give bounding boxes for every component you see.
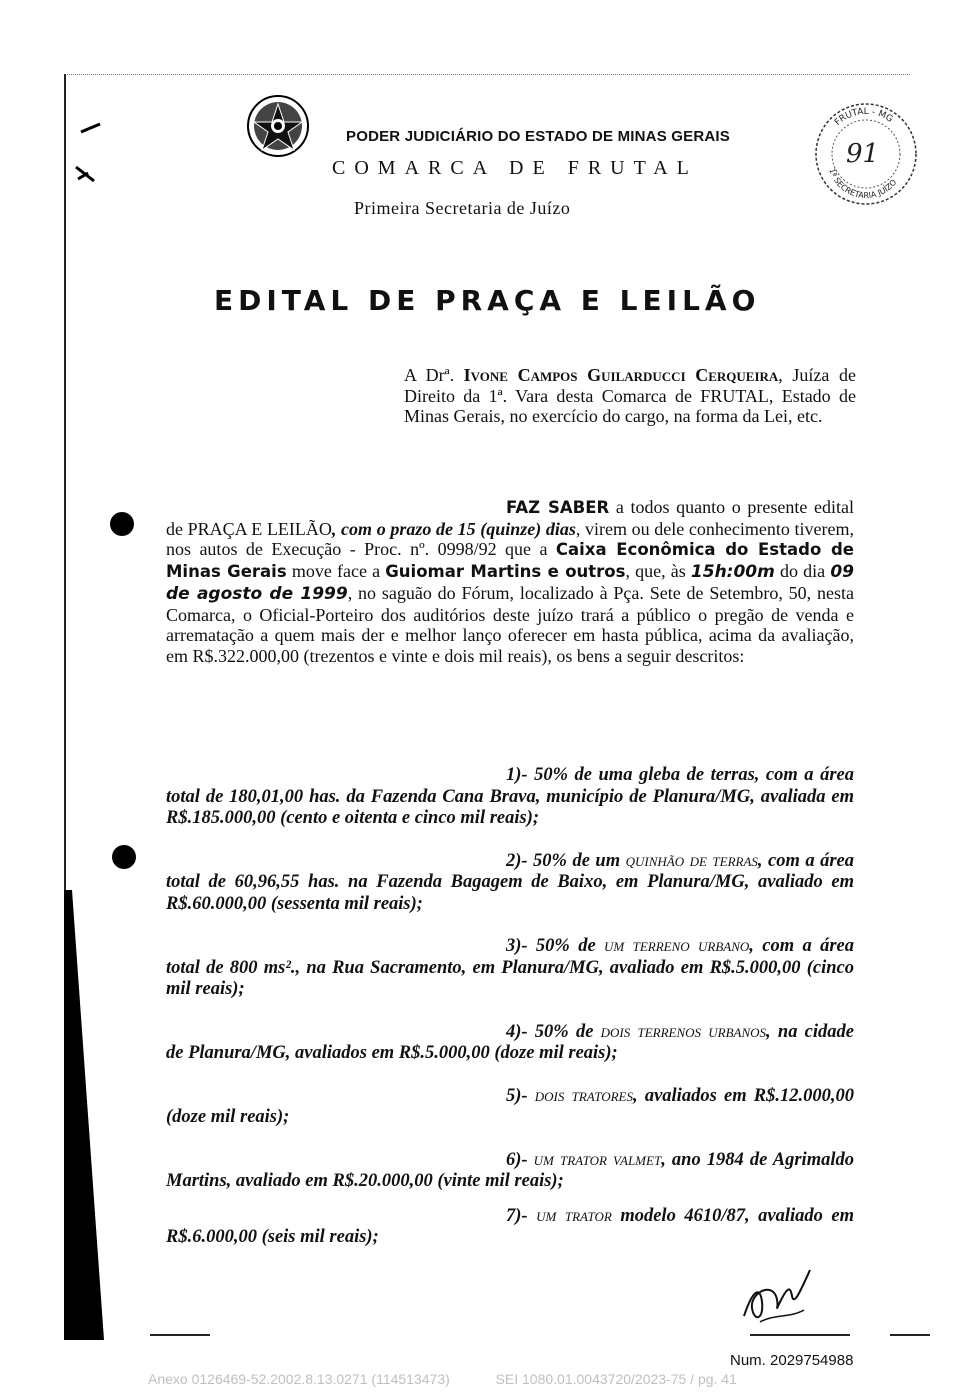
judge-name: Ivone Campos Guilarducci Cerqueira: [463, 365, 779, 385]
punch-hole-lower: [112, 845, 136, 869]
scan-border-bottom: [150, 1334, 930, 1336]
auction-date: 09 de agosto de 1999: [166, 562, 854, 604]
asset-item: 5)- dois tratores, avaliados em R$.12.000,00 (doze mil reais);: [166, 1085, 854, 1127]
asset-list: [166, 765, 854, 1270]
footer-sei: SEI 1080.01.0043720/2023-75 / pg. 41: [495, 1371, 737, 1387]
svg-text:1ª SECRETARIA JUÍZO: 1ª SECRETARIA JUÍZO: [827, 167, 899, 201]
edital-body: FAZ SABER a todos quanto o presente edital de PRAÇA E LEILÃO, com o prazo de 15 (quinze) dias, virem ou dele conhecimento tiverem, nos autos de Execução - Proc. nº. 0998/92 que a Caixa Econômica do Estado de Minas Gerais move face a Guiomar Martins e outros, que, às 15h:00m do dia 09 de agosto de 1999, no saguão do Fórum, localizado à Pça. Sete de Setembro, 50, nesta Comarca, o Oficial-Porteiro dos auditórios deste juízo trará a público o pregão de venda e arrematação a quem mais der e melhor lanço oferecer em hasta pública, acima da avaliação, em R$.322.000,00 (trezentos e vinte e dois mil reais), os bens a seguir descritos:: [166, 497, 855, 666]
comarca-name: COMARCA DE FRUTAL: [332, 157, 698, 179]
scan-border-top: [64, 74, 910, 76]
court-name: PODER JUDICIÁRIO DO ESTADO DE MINAS GERAIS: [346, 128, 730, 145]
asset-item: 4)- 50% de dois terrenos urbanos, na cidade de Planura/MG, avaliados em R$.5.000,00 (doze mil reais);: [166, 1021, 854, 1063]
margin-mark: [80, 122, 102, 134]
signature: [730, 1262, 830, 1330]
intro-paragraph: A Drª. Ivone Campos Guilarducci Cerqueira, Juíza de Direito da 1ª. Vara desta Comarca de FRUTAL, Estado de Minas Gerais, no exercício do cargo, na forma da Lei, etc.: [404, 365, 856, 426]
footer-annex: Anexo 0126469-52.2002.8.13.0271 (114513473): [148, 1371, 450, 1387]
asset-item: 6)- um trator valmet, ano 1984 de Agrimaldo Martins, avaliado em R$.20.000,00 (vinte mil reais);: [166, 1149, 854, 1191]
document-number: Num. 2029754988: [730, 1352, 854, 1369]
footer: [148, 1371, 828, 1387]
margin-mark: [74, 163, 96, 185]
coat-of-arms-icon: [244, 94, 312, 158]
asset-item: 7)- um trator modelo 4610/87, avaliado em R$.6.000,00 (seis mil reais);: [166, 1205, 855, 1247]
svg-text:FRUTAL - MG: FRUTAL - MG: [833, 106, 895, 128]
exequente: Caixa Econômica do Estado de Minas Gerais: [166, 540, 854, 582]
secretaria-name: Primeira Secretaria de Juízo: [354, 198, 571, 218]
court-seal-stamp: [812, 100, 920, 208]
asset-item: 2)- 50% de um quinhão de terras, com a área total de 60,96,55 has. na Fazenda Bagagem de Baixo, em Planura/MG, avaliado em R$.60.000,00 (sessenta mil reais);: [166, 850, 854, 914]
punch-hole-upper: [110, 512, 134, 536]
asset-item: 3)- 50% de um terreno urbano, com a área total de 800 ms²., na Rua Sacramento, em Planura/MG, avaliado em R$.5.000,00 (cinco mil reais);: [166, 936, 854, 999]
executado: Guiomar Martins e outros: [385, 562, 626, 582]
svg-text:91: 91: [846, 139, 880, 169]
document-title: EDITAL DE PRAÇA E LEILÃO: [214, 284, 761, 317]
asset-item: 1)- 50% de uma gleba de terras, com a área total de 180,01,00 has. da Fazenda Cana Brava, município de Planura/MG, avaliada em R$.185.000,00 (cento e oitenta e cinco mil reais);: [166, 765, 854, 828]
